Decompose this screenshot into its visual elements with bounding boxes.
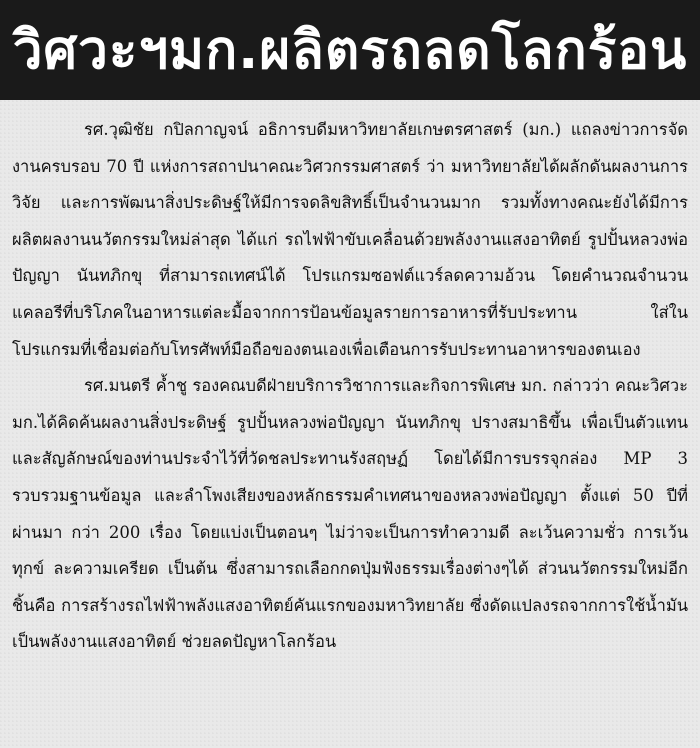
- article-body: [12, 112, 688, 740]
- article-paragraph-2: รศ.มนตรี ค้ำชู รองคณบดีฝ่ายบริการวิชาการและกิจการพิเศษ มก. กล่าวว่า คณะวิศวะ มก.ได้คิดค้นผลงานสิ่งประดิษฐ์ รูปปั้นหลวงพ่อปัญญา นันทภิกขุ ปรางสมาธิขึ้น เพื่อเป็นตัวแทนและสัญลักษณ์ของท่านประจำไว้ที่วัดชลประทานรังสฤษฏ์ โดยได้มีการบรรจุกล่อง MP 3 รวบรวมฐานข้อมูล และลำโพงเสียงของหลักธรรมคำเทศนาของหลวงพ่อปัญญา ตั้งแต่ 50 ปีที่ผ่านมา กว่า 200 เรื่อง โดยแบ่งเป็นตอนๆ ไม่ว่าจะเป็นการทำความดี ละเว้นความชั่ว การเว้นทุกข์ ละความเครียด เป็นต้น ซึ่งสามารถเลือกกดปุ่มฟังธรรมเรื่องต่างๆได้ ส่วนนวัตกรรมใหม่อีกชิ้นคือ การสร้างรถไฟฟ้าพลังแสงอาทิตย์คันแรกของมหาวิทยาลัย ซึ่งดัดแปลงรถจากการใช้น้ำมัน เป็นพลังงานแสงอาทิตย์ ช่วยลดปัญหาโลกร้อน: [12, 376, 688, 652]
- headline: วิศวะฯมก.ผลิตรถลดโลกร้อน: [12, 19, 688, 81]
- headline-banner: [0, 0, 700, 100]
- article-paragraph-1: รศ.วุฒิชัย กปิลกาญจน์ อธิการบดีมหาวิทยาลัยเกษตรศาสตร์ (มก.) แถลงข่าวการจัดงานครบรอบ 70 ปี แห่งการสถาปนาคณะวิศวกรรมศาสตร์ ว่า มหาวิทยาลัยได้ผลักดันผลงานการวิจัย และการพัฒนาสิ่งประดิษฐ์ให้มีการจดลิขสิทธิ์เป็นจำนวนมาก รวมทั้งทางคณะยังได้มีการผลิตผลงานนวัตกรรมใหม่ล่าสุด ได้แก่ รถไฟฟ้าขับเคลื่อนด้วยพลังงานแสงอาทิตย์ รูปปั้นหลวงพ่อปัญญา นันทภิกขุ ที่สามารถเทศน์ได้ โปรแกรมซอฟต์แวร์ลดความอ้วน โดยคำนวณจำนวนแคลอรีที่บริโภคในอาหารแต่ละมื้อจากการป้อนข้อมูลรายการอาหารที่รับประทาน ใส่ในโปรแกรมที่เชื่อมต่อกับโทรศัพท์มือถือของตนเองเพื่อเตือนการรับประทานอาหารของตนเอง: [12, 120, 688, 359]
